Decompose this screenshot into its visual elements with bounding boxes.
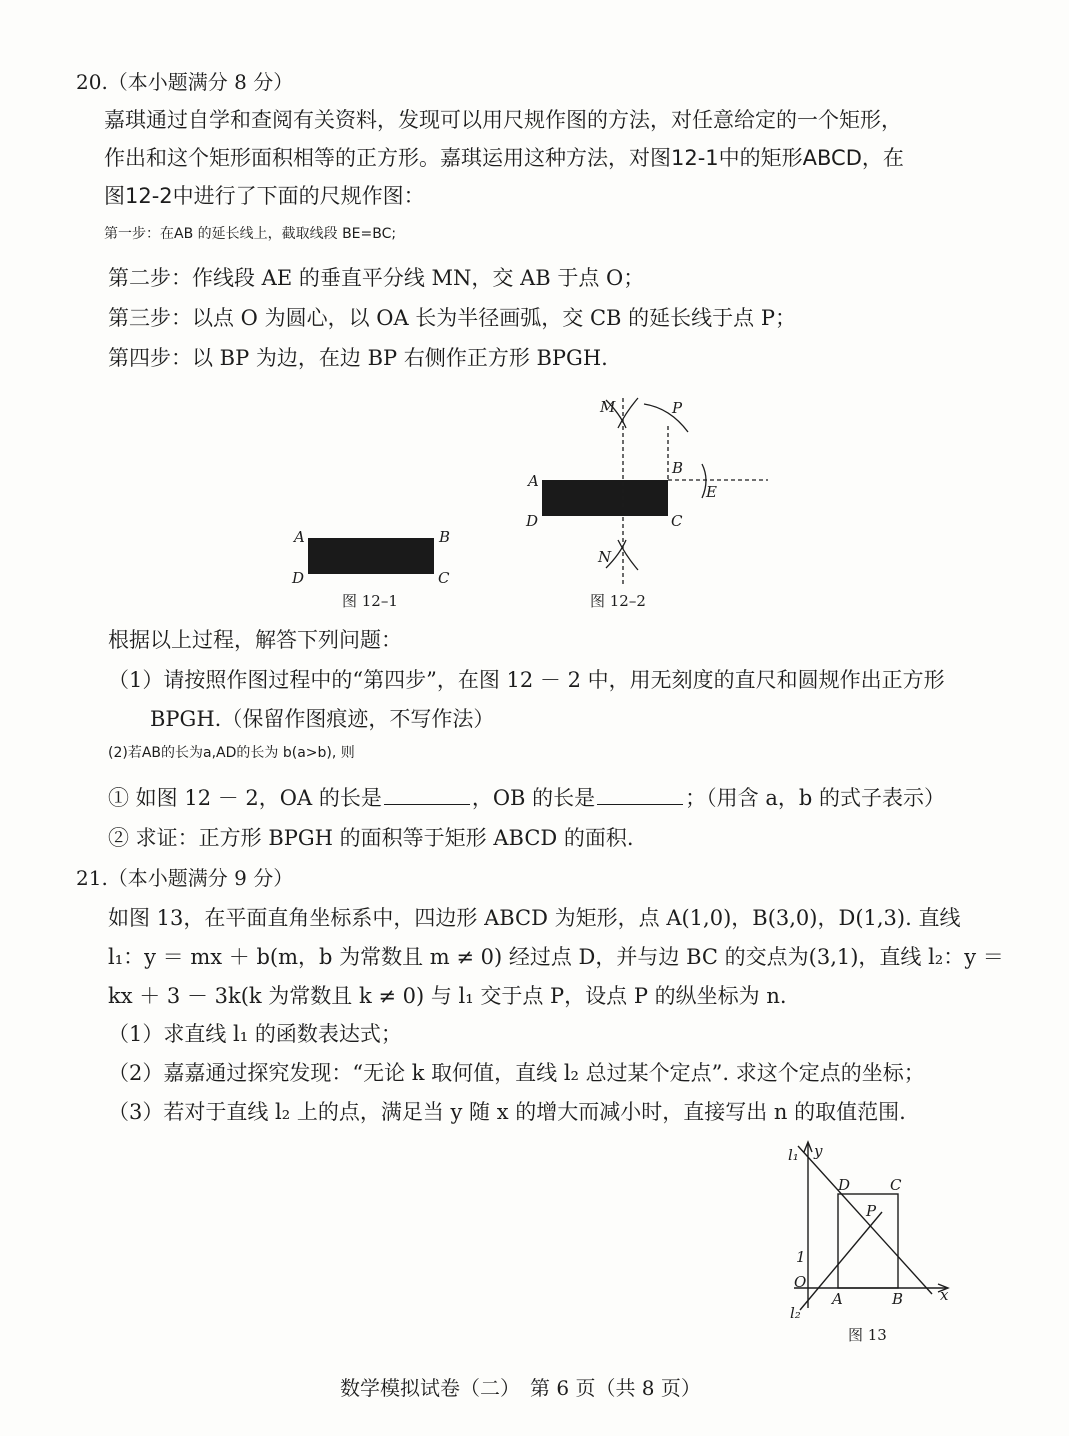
label-m: M <box>600 398 616 416</box>
arc-n-2 <box>618 540 638 570</box>
rectangle-abcd <box>308 538 434 574</box>
sub1-text-c: ；（用含 a，b 的式子表示） <box>685 786 945 810</box>
label-b: B <box>439 528 451 546</box>
label-d: D <box>838 1176 851 1194</box>
q20-part1-line2: BPGH.（保留作图痕迹，不写作法） <box>150 707 495 731</box>
figure-12-1-caption: 图 12–1 <box>342 592 398 610</box>
figure-12-1 <box>280 520 480 620</box>
label-l2: l₂ <box>790 1304 801 1322</box>
q20-part2: (2)若AB的长为a,AD的长为 b(a>b), 则 <box>108 745 355 761</box>
q20-part1-line1: （1）请按照作图过程中的“第四步”，在图 12 － 2 中，用无刻度的直尺和圆规作出正方形 <box>108 668 945 692</box>
line-l1 <box>798 1146 932 1294</box>
label-origin: O <box>794 1273 807 1291</box>
q20-intro-line2: 作出和这个矩形面积相等的正方形。嘉琪运用这种方法，对图12-1中的矩形ABCD，在 <box>104 146 904 170</box>
label-a: A <box>528 472 539 490</box>
q21-line2: l₁：y ＝ mx ＋ b(m，b 为常数且 m ≠ 0) 经过点 D，并与边 BC 的交点为(3,1)，直线 l₂：y ＝ <box>108 945 1004 969</box>
rectangle-abcd <box>542 480 668 516</box>
sub1-text-a: ① 如图 12 － 2，OA 的长是 <box>108 786 382 810</box>
label-p: P <box>672 399 683 417</box>
q20-intro-line1: 嘉琪通过自学和查阅有关资料，发现可以用尺规作图的方法，对任意给定的一个矩形， <box>104 108 902 132</box>
label-b: B <box>672 459 684 477</box>
q20-heading: 20.（本小题满分 8 分） <box>76 70 294 94</box>
figure-12-2-caption: 图 12–2 <box>590 592 646 610</box>
label-c: C <box>438 569 450 587</box>
label-a: A <box>832 1290 843 1308</box>
label-c: C <box>890 1176 902 1194</box>
label-d: D <box>526 512 539 530</box>
label-n: N <box>598 548 612 566</box>
page-footer: 数学模拟试卷（二） 第 6 页（共 8 页） <box>340 1376 701 1400</box>
label-y: y <box>814 1142 823 1160</box>
label-a: A <box>294 528 305 546</box>
q20-intro-line3: 图12-2中进行了下面的尺规作图： <box>104 184 425 208</box>
q21-question3: （3）若对于直线 l₂ 上的点，满足当 y 随 x 的增大而减小时，直接写出 n 的取值范围. <box>108 1100 906 1124</box>
q21-heading: 21.（本小题满分 9 分） <box>76 866 294 890</box>
q20-sub2: ② 求证：正方形 BPGH 的面积等于矩形 ABCD 的面积. <box>108 826 634 850</box>
label-c: C <box>671 512 683 530</box>
answer-blank-ob[interactable] <box>597 803 683 805</box>
figure-12-2 <box>520 390 780 615</box>
label-one: 1 <box>796 1248 806 1266</box>
q20-step1: 第一步：在AB 的延长线上，截取线段 BE=BC; <box>104 226 397 242</box>
label-b: B <box>892 1290 904 1308</box>
arc-m-2 <box>618 398 638 428</box>
figure-13 <box>780 1138 960 1348</box>
label-x: x <box>940 1286 949 1304</box>
q21-question2: （2）嘉嘉通过探究发现：“无论 k 取何值，直线 l₂ 总过某个定点”. 求这个定点的坐标； <box>108 1061 925 1085</box>
q21-line3: kx ＋ 3 － 3k(k 为常数且 k ≠ 0) 与 l₁ 交于点 P，设点 P 的纵坐标为 n. <box>108 984 787 1008</box>
q21-question1: （1）求直线 l₁ 的函数表达式； <box>108 1022 402 1046</box>
q21-line1: 如图 13，在平面直角坐标系中，四边形 ABCD 为矩形，点 A(1,0)，B(3,0)，D(1,3). 直线 <box>108 906 961 930</box>
q20-answer-intro: 根据以上过程，解答下列问题： <box>108 628 402 652</box>
q20-step4: 第四步：以 BP 为边，在边 BP 右侧作正方形 BPGH. <box>108 346 608 370</box>
q20-sub1 <box>108 788 945 809</box>
label-d: D <box>292 569 305 587</box>
label-p: P <box>866 1202 877 1220</box>
figure-13-caption: 图 13 <box>848 1326 887 1344</box>
q20-step3: 第三步：以点 O 为圆心，以 OA 长为半径画弧，交 CB 的延长线于点 P； <box>108 306 796 330</box>
label-l1: l₁ <box>788 1146 799 1164</box>
answer-blank-oa[interactable] <box>384 803 470 805</box>
label-e: E <box>706 483 717 501</box>
sub1-text-b: ，OB 的长是 <box>471 786 596 810</box>
q20-step2: 第二步：作线段 AE 的垂直平分线 MN，交 AB 于点 O； <box>108 266 645 290</box>
